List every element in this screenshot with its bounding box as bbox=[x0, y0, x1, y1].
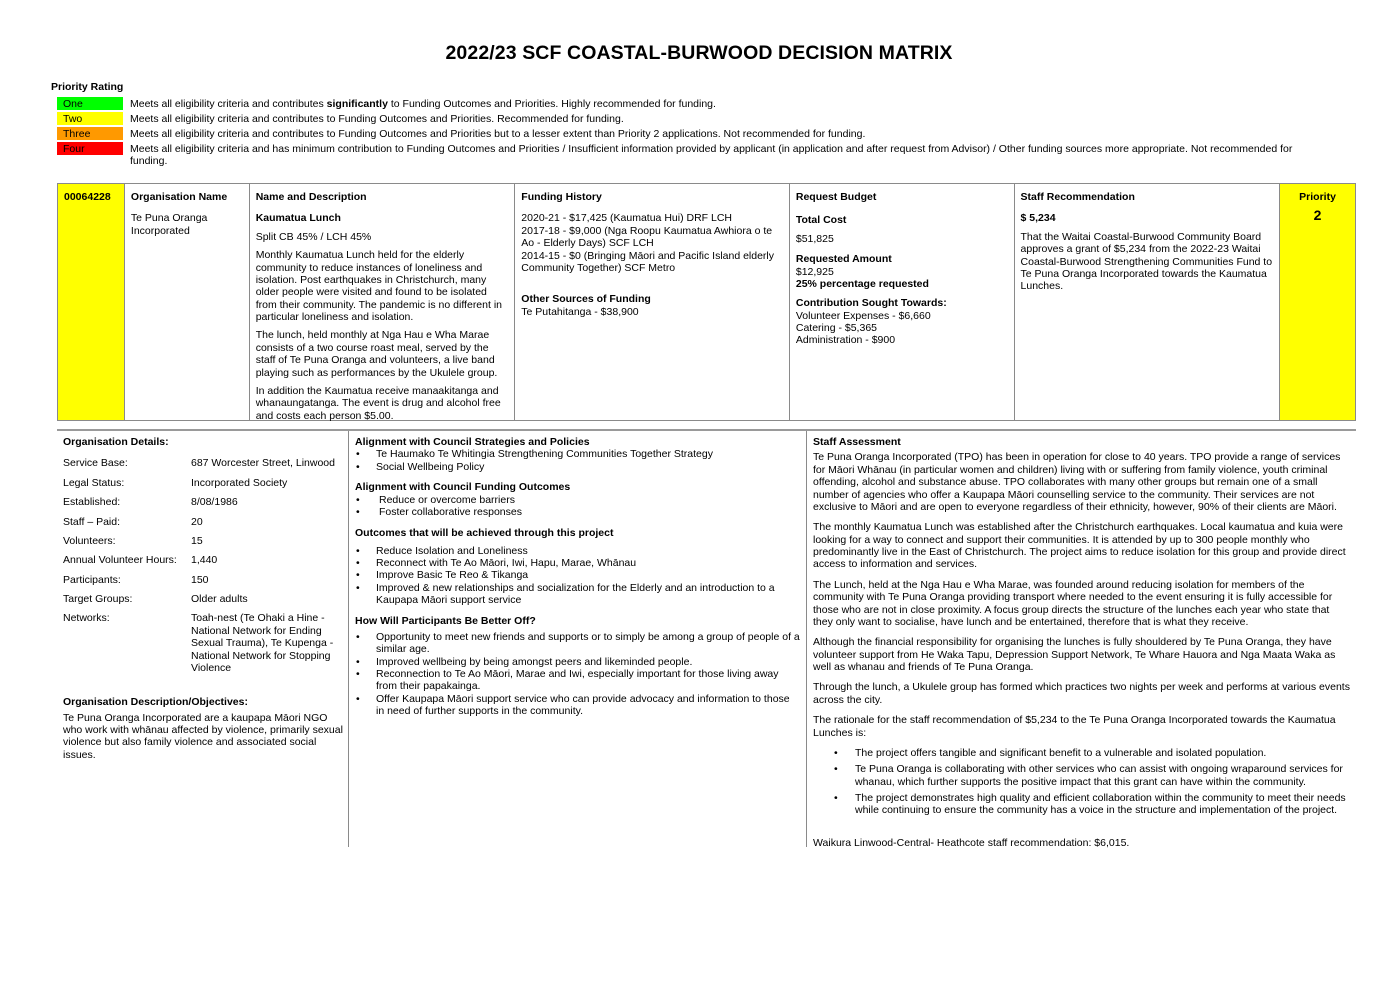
requested-amount-label: Requested Amount bbox=[795, 253, 892, 266]
priority-rating-heading: Priority Rating bbox=[51, 81, 124, 93]
list-item: • Foster collaborative responses bbox=[355, 506, 800, 518]
list-item: • Improved & new relationships and socialization for the Elderly and an introduction to a Kaupapa Māori support service bbox=[355, 582, 800, 607]
detail-label: Networks: bbox=[63, 612, 110, 625]
project-description-paragraph: Monthly Kaumatua Lunch held for the elderly community to reduce instances of loneliness and isolation. Post earthquakes in Christchurch, many older people were visited and found to be isolated from their community. The pandemic is no different in particular loneliness and isolation. bbox=[255, 249, 502, 323]
contribution-item: Volunteer Expenses - $6,660 bbox=[795, 309, 931, 322]
list-item: • Te Puna Oranga is collaborating with other services who can assist with ongoing wraparound services for whanau, which further supports the positive impact that this grant can have within the community. bbox=[813, 763, 1351, 788]
detail-value: 20 bbox=[191, 515, 203, 528]
priority-value: 2 bbox=[1313, 207, 1322, 224]
project-description-paragraph: The lunch, held monthly at Nga Hau e Wha Marae consists of a two course roast meal, served by the staff of Te Puna Oranga and volunteers, a live band playing such as performances by the Ukulele group. bbox=[255, 329, 498, 379]
strategies-heading: Alignment with Council Strategies and Policies bbox=[355, 436, 590, 448]
project-outcomes-list bbox=[355, 545, 800, 607]
detail-value: Toah-nest (Te Ohaki a Hine - National Network for Ending Sexual Trauma), Te Kupenga - National Network for Stopping Violence bbox=[191, 612, 334, 674]
request-budget-heading: Request Budget bbox=[795, 191, 877, 203]
detail-value: Incorporated Society bbox=[191, 476, 288, 489]
organisation-description-text: Te Puna Oranga Incorporated are a kaupapa Māori NGO who work with whānau affected by violence, primarily sexual violence but also family violence and associated social issues. bbox=[63, 711, 343, 761]
funding-history-line: 2017-18 - $9,000 (Nga Roopu Kaumatua Awhiora o te Ao - Elderly Days) SCF LCH bbox=[521, 224, 773, 250]
detail-label: Target Groups: bbox=[63, 593, 133, 605]
organisation-name: Te Puna Oranga Incorporated bbox=[130, 212, 208, 237]
detail-row bbox=[63, 593, 345, 605]
staff-recommendation-text: That the Waitai Coastal-Burwood Community Board approves a grant of $5,234 from the 2022-23 Waitai Coastal-Burwood Strengthening Communities Fund to Te Puna Oranga Incorporated towards the Kaumatua Lunches. bbox=[1020, 230, 1273, 293]
list-item: • Reconnection to Te Ao Māori, Marae and Iwi, especially important for those living away from their papakainga. bbox=[355, 668, 800, 693]
list-item: • Opportunity to meet new friends and supports or to simply be among a group of people of a similar age. bbox=[355, 631, 800, 656]
list-item: • The project offers tangible and significant benefit to a vulnerable and isolated population. bbox=[813, 747, 1351, 759]
detail-row bbox=[63, 574, 345, 586]
organisation-details-list bbox=[63, 457, 345, 674]
list-item: • Reduce or overcome barriers bbox=[355, 494, 800, 506]
assessment-paragraph: Through the lunch, a Ukulele group has formed which practices two nights per week and performs at various events across the city. bbox=[813, 681, 1350, 706]
organisation-details-heading: Organisation Details: bbox=[63, 436, 169, 448]
funding-outcomes-list bbox=[355, 494, 800, 519]
assessment-paragraph: Although the financial responsibility for organising the lunches is fully shouldered by Te Puna Oranga, they have volunteer support from He Waka Tapu, Depression Support Network, Te Whare Hauora and Nga Maata Waka as well as whanau and friends of Te Puna Oranga. bbox=[813, 636, 1336, 673]
priority-swatch-one: One bbox=[57, 97, 123, 111]
priority-row-two bbox=[57, 112, 1317, 126]
staff-recommendation-cell bbox=[1015, 184, 1281, 420]
priority-description-three: Meets all eligibility criteria and contributes to Funding Outcomes and Priorities but to a lesser extent than Priority 2 applications. Not recommended for funding. bbox=[130, 128, 866, 140]
strategies-list bbox=[355, 448, 800, 473]
staff-recommendation-amount: $ 5,234 bbox=[1020, 212, 1056, 225]
priority-description-one: Meets all eligibility criteria and contributes significantly to Funding Outcomes and Priorities. Highly recommended for funding. bbox=[130, 98, 716, 110]
other-sources-value: Te Putahitanga - $38,900 bbox=[521, 305, 639, 318]
column-divider bbox=[806, 431, 807, 847]
funding-history-cell bbox=[515, 184, 790, 420]
detail-row bbox=[63, 554, 345, 566]
detail-value: 687 Worcester Street, Linwood bbox=[191, 457, 335, 470]
detail-value: 150 bbox=[191, 573, 209, 586]
contribution-sought-label: Contribution Sought Towards: bbox=[795, 297, 947, 310]
detail-label: Service Base: bbox=[63, 457, 128, 470]
assessment-paragraph: The Lunch, held at the Nga Hau e Wha Marae, was founded around reducing isolation for members of the community with Te Puna Oranga providing transport where needed to the event ensuring it is fully accessible for those who are not in close proximity. A focus group directs the structure of the lunches each year who state that they only want to socialise, have lunch and be entertained, therefore that is what they receive. bbox=[813, 578, 1333, 628]
funding-history-line: 2020-21 - $17,425 (Kaumatua Hui) DRF LCH bbox=[521, 212, 732, 225]
detail-row bbox=[63, 612, 345, 674]
priority-swatch-four: Four bbox=[57, 142, 123, 156]
project-name: Kaumatua Lunch bbox=[255, 212, 341, 225]
column-divider bbox=[348, 431, 349, 847]
project-description-paragraph: In addition the Kaumatua receive manaakitanga and whanaungatanga. The event is drug and alcohol free and costs each person $5.00. bbox=[255, 384, 501, 422]
priority-cell bbox=[1280, 184, 1355, 420]
list-item: • Offer Kaupapa Māori support service who can provide advocacy and information to those in need of further supports in the community. bbox=[355, 693, 800, 718]
rationale-list bbox=[813, 747, 1351, 817]
detail-row bbox=[63, 535, 345, 547]
list-item: • The project demonstrates high quality and efficient collaboration within the community to meet their needs while continuing to ensure the community has a voice in the structure and implementation of the project. bbox=[813, 792, 1351, 817]
detail-label: Legal Status: bbox=[63, 476, 125, 489]
list-item: • Reduce Isolation and Loneliness bbox=[355, 545, 800, 557]
assessment-paragraph: Te Puna Oranga Incorporated (TPO) has been in operation for close to 40 years. TPO provide a range of services for Māori Whānau (in particular women and children) living with or suffering from family violence, youth criminal offending, alcohol and substance abuse. TPO collaborates with many other groups but remain one of a small number of agencies who offer a Kaupapa Māori counselling service to the community. Their services are not exclusive to Māori and are open to everyone regardless of their ethnicity, however, 90% of their clients are Māori. bbox=[813, 451, 1341, 513]
detail-value: 8/08/1986 bbox=[191, 496, 238, 509]
total-cost-label: Total Cost bbox=[795, 214, 847, 227]
detail-row bbox=[63, 496, 345, 508]
organisation-name-heading: Organisation Name bbox=[130, 191, 228, 203]
priority-row-three bbox=[57, 127, 1317, 141]
decision-matrix-table bbox=[57, 183, 1356, 421]
section-divider bbox=[57, 429, 1356, 431]
application-id: 00064228 bbox=[64, 191, 111, 203]
total-cost-value: $51,825 bbox=[795, 232, 834, 245]
contribution-item: Administration - $900 bbox=[795, 334, 896, 347]
alignment-column bbox=[355, 436, 800, 718]
better-off-heading: How Will Participants Be Better Off? bbox=[355, 614, 536, 627]
detail-row bbox=[63, 477, 345, 489]
detail-row bbox=[63, 457, 345, 469]
project-outcomes-heading: Outcomes that will be achieved through this project bbox=[355, 527, 614, 540]
name-description-cell bbox=[250, 184, 516, 420]
organisation-description-heading: Organisation Description/Objectives: bbox=[63, 696, 248, 709]
detail-label: Participants: bbox=[63, 573, 121, 586]
detail-label: Staff – Paid: bbox=[63, 515, 121, 528]
organisation-details-column bbox=[63, 436, 345, 761]
staff-assessment-column bbox=[813, 436, 1351, 849]
requested-amount-value: $12,925 bbox=[795, 265, 834, 278]
priority-swatch-two: Two bbox=[57, 112, 123, 126]
priority-row-one bbox=[57, 97, 1317, 111]
name-description-heading: Name and Description bbox=[255, 191, 367, 203]
application-id-cell bbox=[58, 184, 125, 420]
list-item: • Improve Basic Te Reo & Tikanga bbox=[355, 569, 800, 581]
priority-row-four bbox=[57, 142, 1317, 167]
priority-description-two: Meets all eligibility criteria and contributes to Funding Outcomes and Priorities. Recommended for funding. bbox=[130, 113, 624, 125]
list-item: • Improved wellbeing by being amongst peers and likeminded people. bbox=[355, 656, 800, 668]
funding-history-heading: Funding History bbox=[521, 191, 602, 203]
organisation-name-cell bbox=[125, 184, 250, 420]
detail-label: Volunteers: bbox=[63, 534, 116, 547]
priority-swatch-three: Three bbox=[57, 127, 123, 141]
funding-outcomes-heading: Alignment with Council Funding Outcomes bbox=[355, 481, 571, 494]
detail-label: Annual Volunteer Hours: bbox=[63, 554, 177, 567]
detail-value: 1,440 bbox=[191, 554, 218, 567]
requested-percentage: 25% percentage requested bbox=[795, 277, 929, 290]
other-board-recommendation: Waikura Linwood-Central- Heathcote staff recommendation: $6,015. bbox=[813, 836, 1130, 849]
list-item: • Reconnect with Te Ao Māori, Iwi, Hapu, Marae, Whānau bbox=[355, 557, 800, 569]
detail-label: Established: bbox=[63, 496, 121, 509]
priority-heading: Priority bbox=[1299, 191, 1336, 203]
detail-row bbox=[63, 516, 345, 528]
assessment-paragraph: The monthly Kaumatua Lunch was established after the Christchurch earthquakes. Local kaumatua and kuia were looking for a way to connect and support their communities. It is attended by up to 300 people monthly who predominantly live in the East of Christchurch. The project aims to reduce isolation for this group and provide direct access to information and services. bbox=[813, 521, 1346, 571]
contribution-item: Catering - $5,365 bbox=[795, 322, 877, 334]
request-budget-cell bbox=[790, 184, 1015, 420]
detail-value: Older adults bbox=[191, 593, 248, 605]
funding-history-line: 2014-15 - $0 (Bringing Māori and Pacific Island elderly Community Together) SCF Metro bbox=[521, 249, 775, 274]
assessment-paragraph: The rationale for the staff recommendation of $5,234 to the Te Puna Oranga Incorporated towards the Kaumatua Lunches is: bbox=[813, 714, 1336, 739]
priority-rating-legend bbox=[57, 97, 1317, 167]
detail-value: 15 bbox=[191, 534, 203, 547]
list-item: • Te Haumako Te Whitingia Strengthening Communities Together Strategy bbox=[355, 448, 800, 460]
priority-description-four: Meets all eligibility criteria and has minimum contribution to Funding Outcomes and Priorities / Insufficient information provided by applicant (in application and after request from Advisor) / Other funding sources more appropriate. Not recommended for funding. bbox=[130, 143, 1293, 167]
staff-assessment-heading: Staff Assessment bbox=[813, 436, 901, 448]
list-item: • Social Wellbeing Policy bbox=[355, 461, 800, 473]
better-off-list bbox=[355, 631, 800, 718]
funding-split: Split CB 45% / LCH 45% bbox=[255, 230, 372, 243]
page-title: 2022/23 SCF COASTAL-BURWOOD DECISION MATRIX bbox=[445, 42, 953, 64]
other-sources-heading: Other Sources of Funding bbox=[521, 293, 651, 306]
staff-recommendation-heading: Staff Recommendation bbox=[1020, 191, 1135, 203]
